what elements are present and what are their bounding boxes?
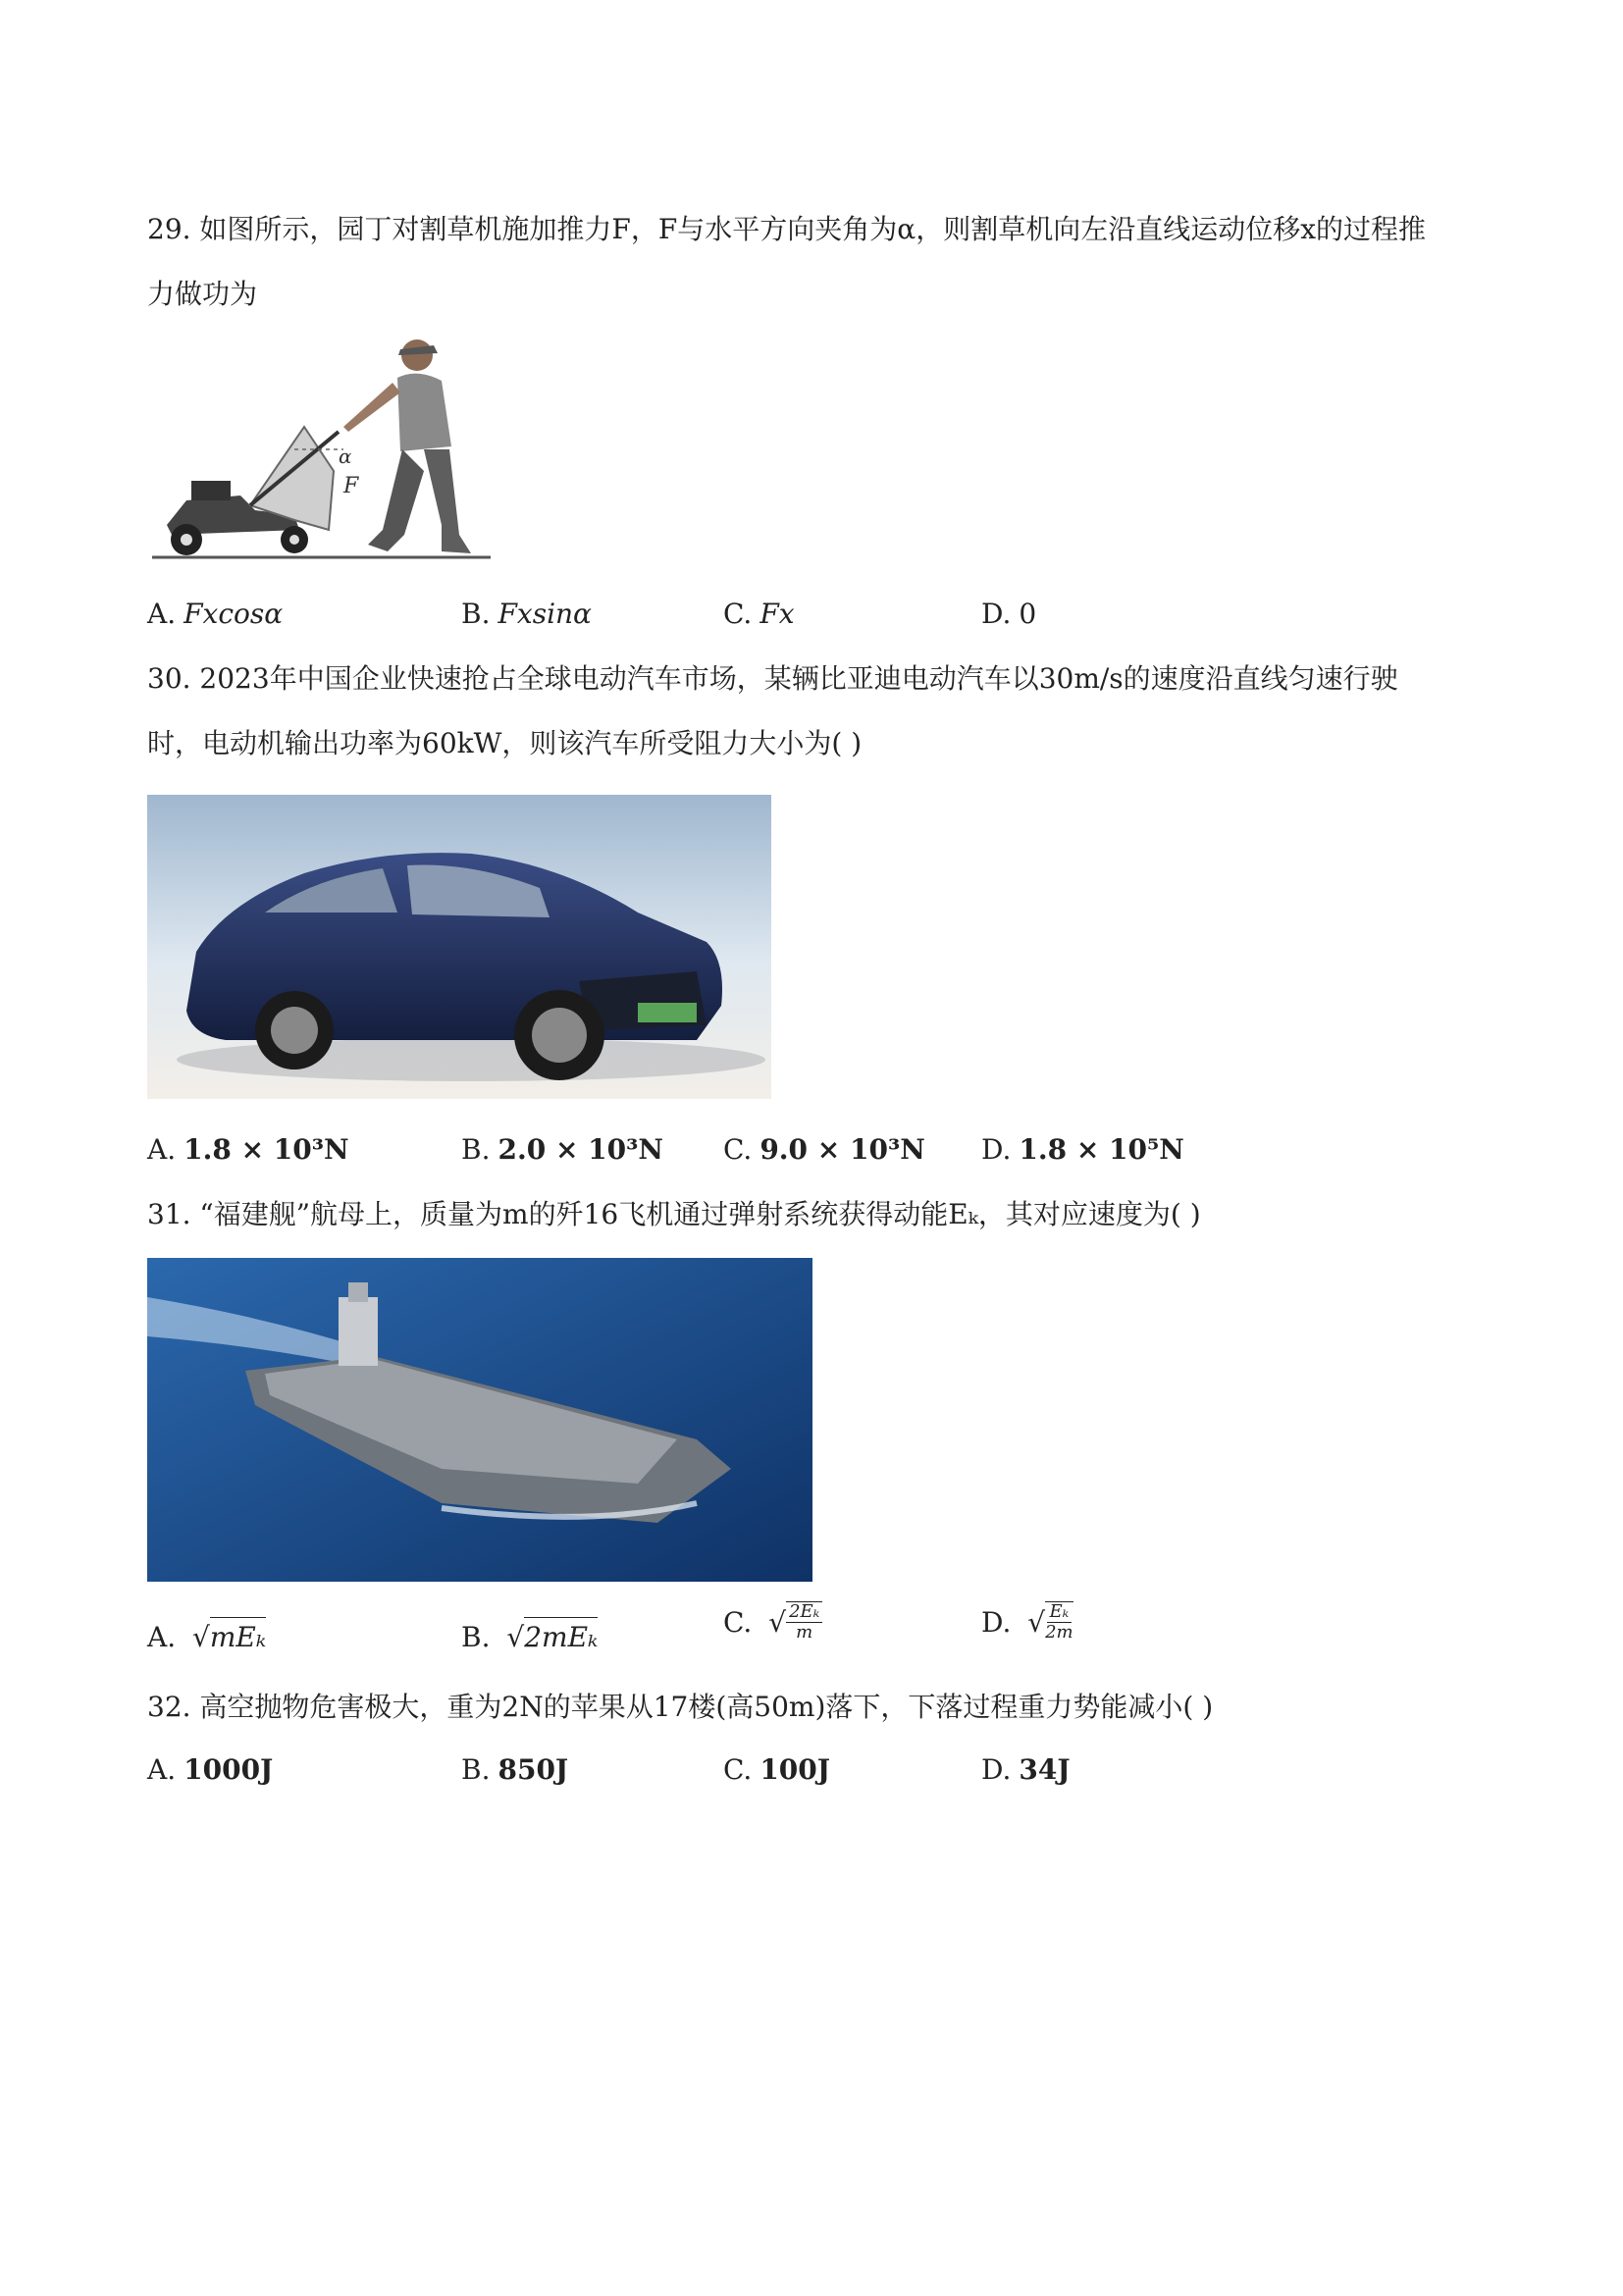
q30-option-b[interactable]: B. 2.0 × 10³N [461,1133,663,1166]
q32-option-d[interactable]: D. 34J [981,1753,1071,1786]
q31-option-c[interactable]: C. √ $\frac{\text{2Eₖ}}{m}$ [723,1601,822,1643]
q31-stem-line1: 31. “福建舰”航母上，质量为m的歼16飞机通过弹射系统获得动能Eₖ，其对应速度为( ) [147,1198,1201,1230]
q29-stem-line1: 29. 如图所示，园丁对割草机施加推力F，F与水平方向夹角为α，则割草机向左沿直线运动位移x的过程推 [147,213,1426,245]
q29-stem-line2: 力做功为 [147,278,258,310]
q32-stem-line1: 32. 高空抛物危害极大，重为2N的苹果从17楼(高50m)落下，下落过程重力势能减小( ) [147,1691,1214,1723]
sqrt-symbol: √ $\frac{\text{2Eₖ}}{m}$ [768,1601,822,1643]
sqrt-symbol: √ 2mEₖ [506,1617,598,1657]
q29-option-a[interactable]: A. Fxcosα [147,598,284,630]
q32-option-a[interactable]: A. 1000J [147,1753,274,1786]
q29-option-b[interactable]: B. Fxsinα [461,598,592,630]
q30-stem-line2: 时，电动机输出功率为60kW，则该汽车所受阻力大小为( ) [147,727,863,759]
q30-option-d[interactable]: D. 1.8 × 10⁵N [981,1133,1184,1166]
force-label: F [343,474,359,498]
carrier-photo [147,1258,812,1582]
q29-option-c[interactable]: C. Fx [723,598,795,630]
car-photo [147,795,771,1099]
q30-option-a[interactable]: A. 1.8 × 10³N [147,1133,349,1166]
alpha-label: α [339,444,352,468]
sqrt-symbol: √ mEₖ [192,1617,266,1657]
q31-option-d[interactable]: D. √ $\frac{\text{Eₖ}}{2m}$ [981,1601,1073,1643]
lawnmower-figure [147,334,500,569]
q30-option-c[interactable]: C. 9.0 × 10³N [723,1133,925,1166]
sqrt-symbol: √ $\frac{\text{Eₖ}}{2m}$ [1027,1601,1073,1643]
q32-option-c[interactable]: C. 100J [723,1753,831,1786]
q31-option-a[interactable]: A. √ mEₖ [147,1617,266,1657]
q32-option-b[interactable]: B. 850J [461,1753,569,1786]
q30-stem-line1: 30. 2023年中国企业快速抢占全球电动汽车市场，某辆比亚迪电动汽车以30m/s的速度沿直线匀速行驶 [147,662,1398,695]
q31-option-b[interactable]: B. √ 2mEₖ [461,1617,598,1657]
q29-option-d[interactable]: D. 0 [981,598,1037,630]
